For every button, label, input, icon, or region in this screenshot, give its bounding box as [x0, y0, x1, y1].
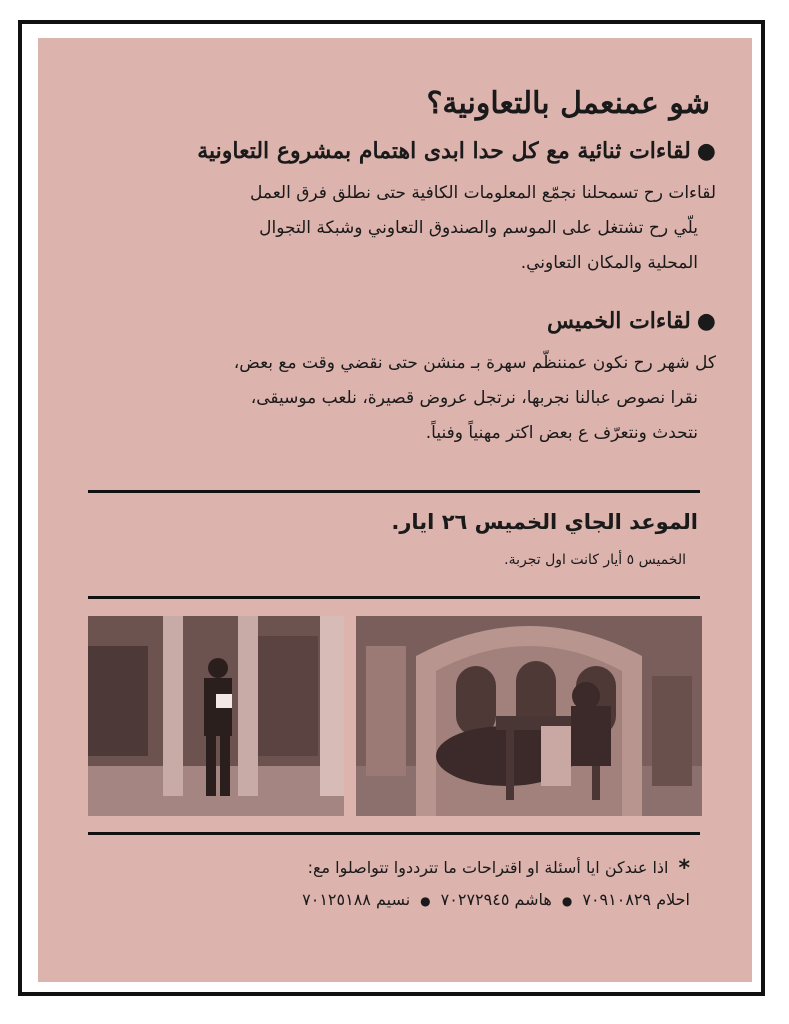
section2-line: نتحدث ونتعرّف ع بعض اكتر مهنياً وفنياً.: [425, 423, 698, 443]
section2-heading: [547, 308, 716, 334]
asterisk-icon: *: [678, 856, 690, 881]
page-title: شو عمنعمل بالتعاونية؟: [426, 86, 710, 121]
contact-phone: ٧٠٢٧٢٩٤٥: [440, 890, 510, 909]
section1-paragraph: [96, 176, 716, 281]
contact-item: [302, 890, 410, 909]
divider: [88, 596, 700, 599]
bullet-icon: ●: [696, 138, 716, 164]
section2-heading-text: لقاءات الخميس: [547, 308, 691, 334]
contact-item: [582, 890, 690, 909]
section1-line: لقاءات رح تسمحلنا نجمّع المعلومات الكافية حتى نطلق فرق العمل: [250, 183, 716, 203]
contact-phone: ٧٠٩١٠٨٢٩: [582, 890, 652, 909]
section1-heading: [197, 138, 716, 164]
contact-question-text: اذا عندكن ايا أسئلة او اقتراحات ما تترددوا تتواصلوا مع:: [307, 858, 669, 877]
contact-question: [308, 856, 690, 881]
contact-list: [302, 890, 690, 909]
section2-line: نقرا نصوص عبالنا نجربها، نرتجل عروض قصيرة، نلعب موسيقى،: [250, 388, 698, 408]
photo-performance: [356, 616, 702, 816]
bullet-icon: ●: [696, 308, 716, 334]
section2-line: كل شهر رح نكون عمننظّم سهرة بـ منشن حتى نقضي وقت مع بعض،: [233, 353, 716, 373]
section1-line: المحلية والمكان التعاوني.: [520, 253, 698, 273]
photo-reader: [88, 616, 344, 816]
divider: [88, 490, 700, 493]
bullet-icon: ●: [561, 894, 573, 908]
bullet-icon: ●: [420, 894, 431, 908]
contact-name: نسيم: [375, 890, 411, 909]
first-meeting-note: الخميس ٥ أيار كانت اول تجربة.: [504, 552, 686, 568]
contact-name: احلام: [656, 890, 690, 909]
divider: [88, 832, 700, 835]
poster: [38, 38, 752, 982]
section1-heading-text: لقاءات ثنائية مع كل حدا ابدى اهتمام بمشروع التعاونية: [197, 138, 691, 164]
contact-name: هاشم: [514, 890, 552, 909]
contact-item: [441, 890, 552, 909]
contact-phone: ٧٠١٢٥١٨٨: [302, 890, 371, 909]
section2-paragraph: [96, 346, 716, 451]
section1-line: يلّي رح تشتغل على الموسم والصندوق التعاوني وشبكة التجوال: [259, 218, 698, 238]
next-meeting: الموعد الجاي الخميس ٢٦ ايار.: [391, 510, 698, 534]
